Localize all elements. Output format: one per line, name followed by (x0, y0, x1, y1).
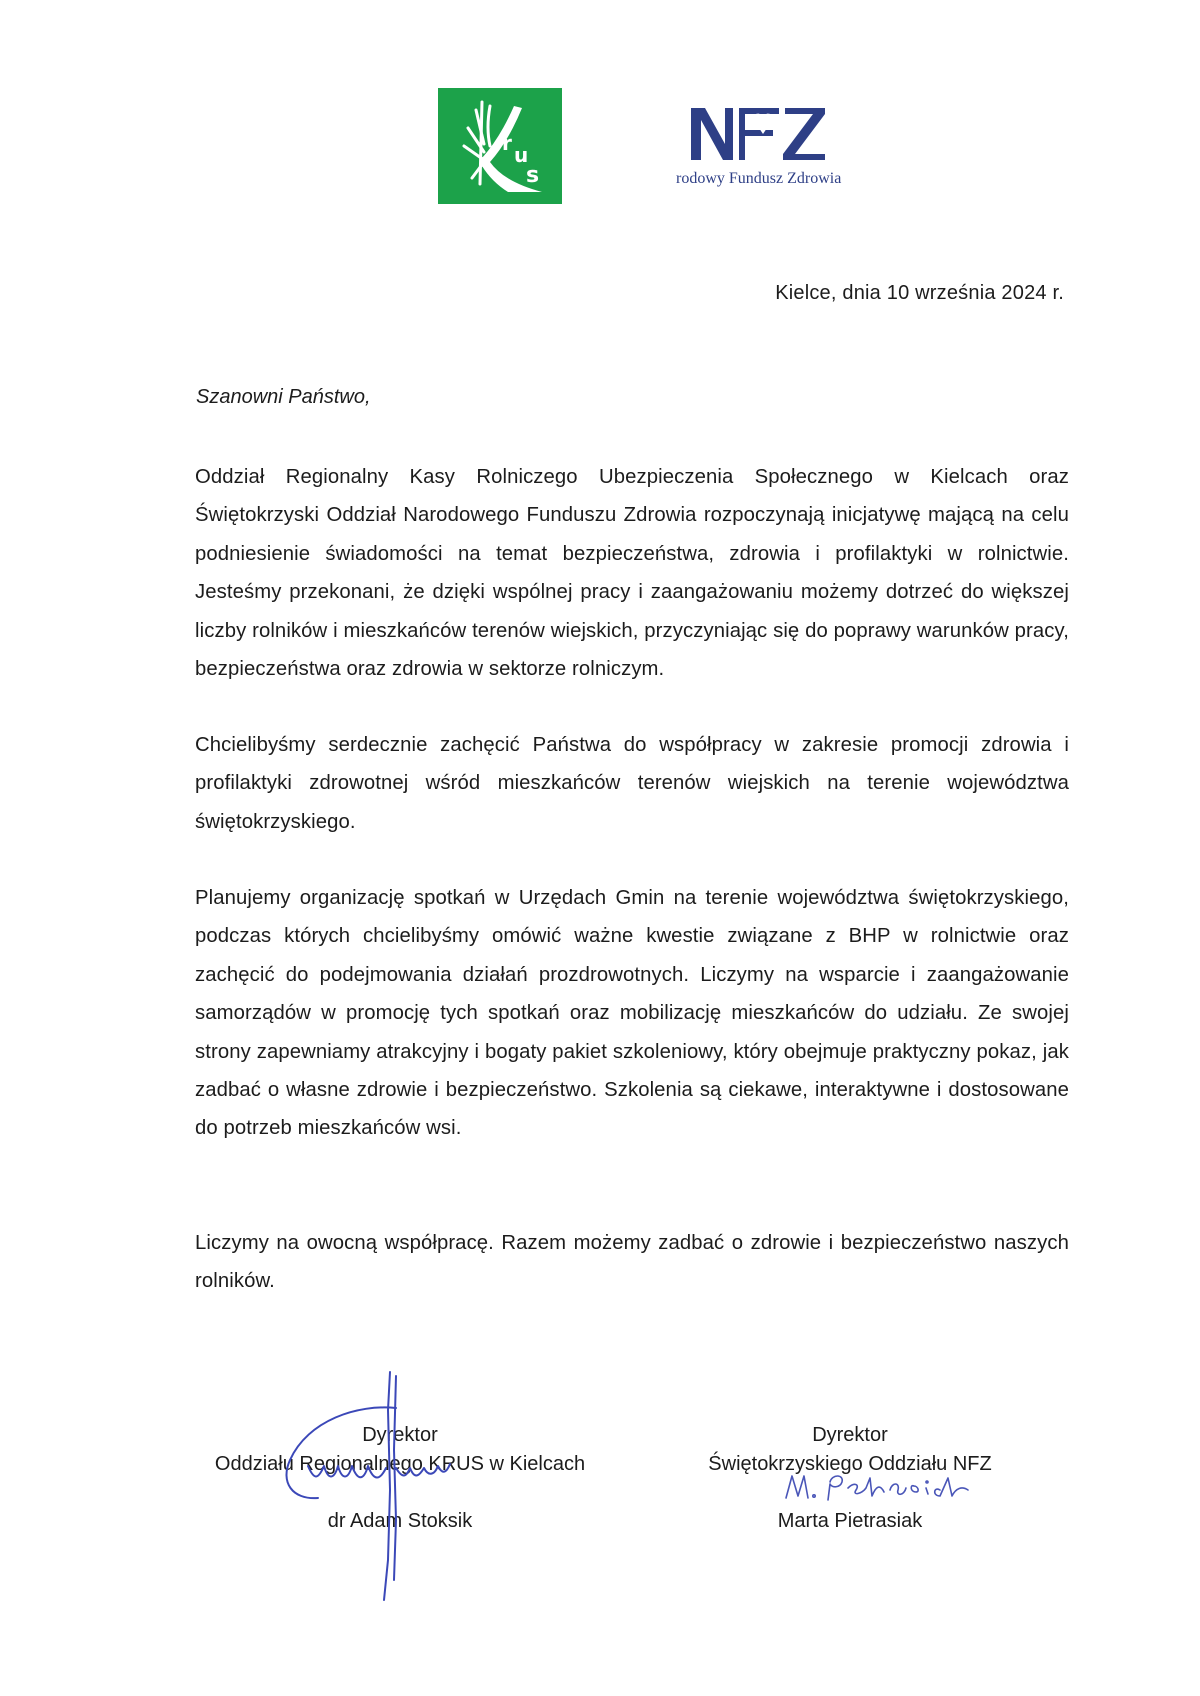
body-paragraph-2: Chcielibyśmy serdecznie zachęcić Państwa do współpracy w zakresie promocji zdrowia i profilaktyki zdrowotnej wśród mieszkańców terenów wiejskich na terenie województwa świętokrzyskiego. (195, 734, 1069, 833)
signatory-unit-left: Oddziału Regionalnego KRUS w Kielcach (214, 1453, 586, 1475)
signature-block-krus (180, 1421, 620, 1536)
signatory-unit-right: Świętokrzyskiego Oddziału NFZ (708, 1453, 992, 1475)
nfz-subtitle: rodowy Fundusz Zdrowia (676, 170, 842, 187)
letter-date: Kielce, dnia 10 września 2024 r. (775, 282, 1064, 304)
svg-text:s: s (526, 163, 540, 188)
signatory-name-right: Marta Pietrasiak (777, 1510, 923, 1532)
body-paragraph-4: Liczymy na owocną współpracę. Razem możemy zadbać o zdrowie i bezpieczeństwo naszych rolników. (195, 1232, 1069, 1293)
body-paragraph-3: Planujemy organizację spotkań w Urzędach Gmin na terenie województwa świętokrzyskiego, podczas których chcielibyśmy omówić ważne kwestie związane z BHP w rolnictwie oraz zachęcić do podejmowania działań prozdrowotnych. Liczymy na wsparcie i zaangażowanie samorządów w promocję tych spotkań oraz mobilizację mieszkańców do udziału. Ze swojej strony zapewniamy atrakcyjny i bogaty pakiet szkoleniowy, który obejmuje praktyczny pokaz, jak zadbać o własne zdrowie i bezpieczeństwo. Szkolenia są ciekawe, interaktywne i dostosowane do potrzeb mieszkańców wsi. (195, 887, 1069, 1140)
nfz-logo (676, 104, 876, 194)
krus-logo (438, 88, 562, 204)
krus-logo-icon (438, 88, 562, 204)
signatory-name-left: dr Adam Stoksik (327, 1510, 473, 1532)
signatory-title-right: Dyrektor (812, 1424, 888, 1446)
svg-text:u: u (514, 143, 529, 167)
body-paragraph-1: Oddział Regionalny Kasy Rolniczego Ubezpieczenia Społecznego w Kielcach oraz Świętokrzyski Oddział Narodowego Funduszu Zdrowia rozpoczynają inicjatywę mającą na celu podniesienie świadomości na temat bezpieczeństwa, zdrowia i profilaktyki w rolnictwie. Jesteśmy przekonani, że dzięki wspólnej pracy i zaangażowaniu możemy dotrzeć do większej liczby rolników i mieszkańców terenów wiejskich, przyczyniając się do poprawy warunków pracy, bezpieczeństwa oraz zdrowia w sektorze rolniczym. (195, 466, 1069, 681)
svg-text:r: r (502, 131, 512, 155)
nfz-logo-icon (689, 104, 829, 164)
signatory-title-left: Dyrektor (362, 1424, 438, 1446)
salutation: Szanowni Państwo, (196, 386, 371, 408)
signature-block-nfz (680, 1421, 1020, 1536)
